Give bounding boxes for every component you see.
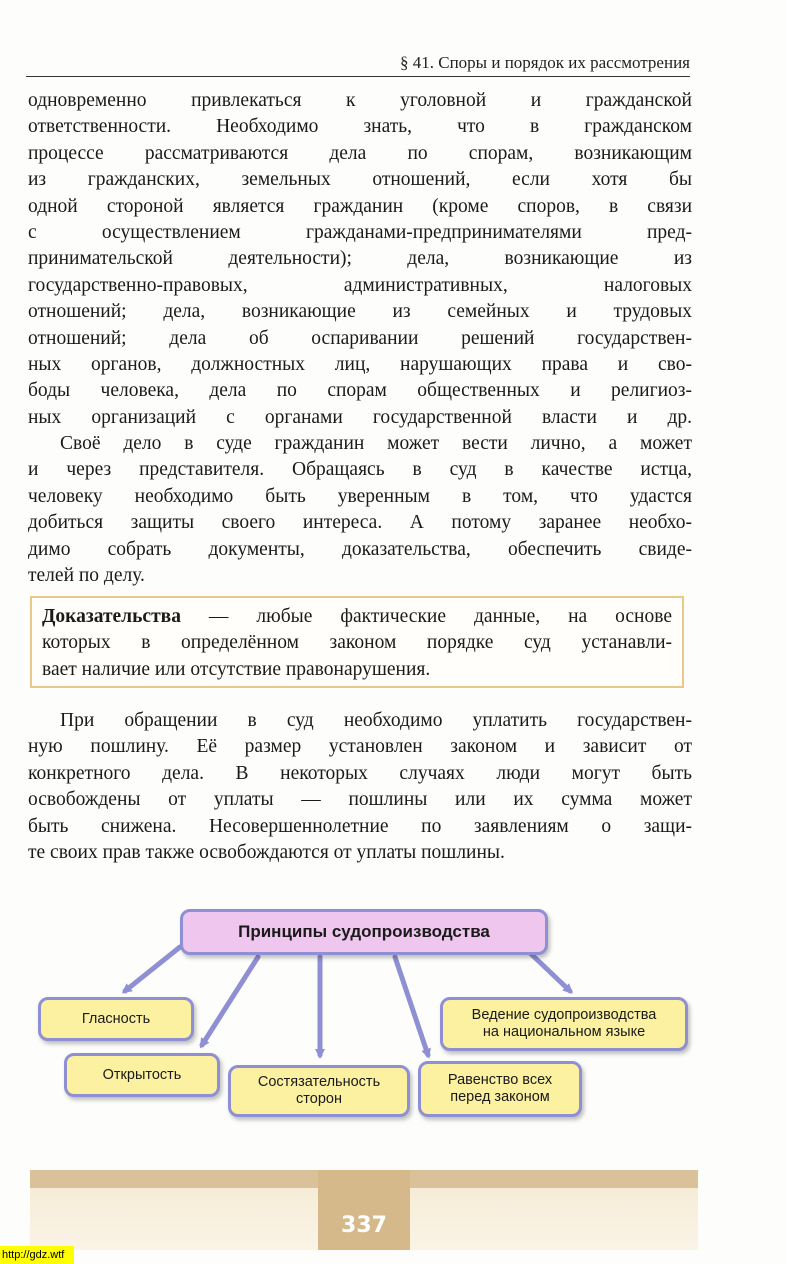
text-line: ных органов, должностных лиц, нарушающих права и сво- bbox=[28, 353, 692, 375]
node-label: Равенство всех bbox=[447, 1072, 553, 1088]
node-otkrytost bbox=[64, 1053, 220, 1097]
text-line: телей по делу. bbox=[28, 565, 145, 587]
node-label: Состязательность bbox=[257, 1074, 381, 1090]
section-title: § 41. Споры и порядок их рассмотрения bbox=[400, 53, 690, 72]
text-line: отношений; дела, возникающие из семейных и трудовых bbox=[28, 301, 692, 323]
diagram-root-label: Принципы судопроизводства bbox=[238, 922, 490, 941]
definition-line: которых в определённом законом порядке суд устанавли- bbox=[42, 632, 672, 654]
definition-line bbox=[42, 604, 672, 630]
text-line: конкретного дела. В некоторых случаях люди могут быть bbox=[28, 762, 692, 784]
text-line: добиться защиты своего интереса. А потому заранее необхо- bbox=[28, 512, 692, 534]
arrow-ravenstvo bbox=[395, 957, 428, 1055]
text-line: боды человека, дела по спорам общественных и религиоз- bbox=[28, 380, 692, 402]
text-line: процессе рассматриваются дела по спорам, возникающим bbox=[28, 142, 692, 164]
text-line: из гражданских, земельных отношений, если хотя бы bbox=[28, 169, 692, 191]
text-line: ответственности. Необходимо знать, что в гражданском bbox=[28, 116, 692, 138]
text-line: те своих прав также освобождаются от уплаты пошлины. bbox=[28, 842, 505, 864]
node-label: перед законом bbox=[450, 1089, 550, 1105]
diagram-root-node bbox=[180, 909, 548, 955]
text-line: отношений; дела об оспаривании решений государствен- bbox=[28, 327, 692, 349]
text-line: ных организаций с органами государственной власти и др. bbox=[28, 406, 692, 428]
page-header bbox=[26, 50, 690, 77]
text-line: освобождены от уплаты — пошлины или их сумма может bbox=[28, 789, 692, 811]
paragraph-3 bbox=[28, 708, 692, 866]
text-line: одной стороной является гражданин (кроме споров, в связи bbox=[28, 195, 692, 217]
arrow-otkrytost bbox=[202, 957, 258, 1045]
page-number: 337 bbox=[341, 1212, 387, 1238]
text-line: димо собрать документы, доказательства, обеспечить свиде- bbox=[28, 538, 692, 560]
node-glasnost bbox=[38, 997, 194, 1041]
definition-term: Доказательства bbox=[42, 606, 181, 627]
text-line: быть снижена. Несовершеннолетние по заявлениям о защи- bbox=[28, 815, 692, 837]
text-line: одновременно привлекаться к уголовной и гражданской bbox=[28, 90, 692, 111]
arrow-yazyk bbox=[528, 951, 570, 991]
definition-line: вает наличие или отсутствие правонарушения. bbox=[42, 658, 431, 680]
paragraph-1 bbox=[28, 88, 692, 589]
node-label: сторон bbox=[296, 1091, 342, 1107]
text-line: При обращении в суд необходимо уплатить государствен- bbox=[60, 710, 692, 731]
node-yazyk bbox=[440, 997, 688, 1051]
arrow-glasnost bbox=[125, 947, 180, 991]
text-line: человеку необходимо быть уверенным в том, что удастся bbox=[28, 485, 692, 507]
text-line: с осуществлением гражданами-предпринимателями пред- bbox=[28, 221, 692, 243]
text-line: государственно-правовых, административных, налоговых bbox=[28, 274, 692, 296]
text-line: Своё дело в суде гражданин может вести лично, а может bbox=[60, 433, 692, 455]
text-line: ную пошлину. Её размер установлен законом и зависит от bbox=[28, 736, 692, 758]
definition-box bbox=[30, 596, 684, 688]
node-label: Открытость bbox=[102, 1066, 182, 1083]
page-number-box bbox=[318, 1170, 410, 1250]
node-label: Ведение судопроизводства bbox=[471, 1007, 657, 1023]
node-ravenstvo bbox=[418, 1061, 582, 1117]
text-line: и через представителя. Обращаясь в суд в качестве истца, bbox=[28, 459, 692, 481]
text-line: принимательской деятельности); дела, возникающие из bbox=[28, 248, 692, 270]
definition-text: — любые фактические данные, на основе bbox=[180, 606, 672, 627]
node-label: Гласность bbox=[81, 1010, 151, 1027]
watermark-link[interactable]: http://gdz.wtf bbox=[0, 1246, 74, 1264]
node-label: на национальном языке bbox=[482, 1024, 646, 1040]
node-sostyazatelnost bbox=[228, 1065, 410, 1117]
principles-diagram bbox=[30, 895, 710, 1140]
